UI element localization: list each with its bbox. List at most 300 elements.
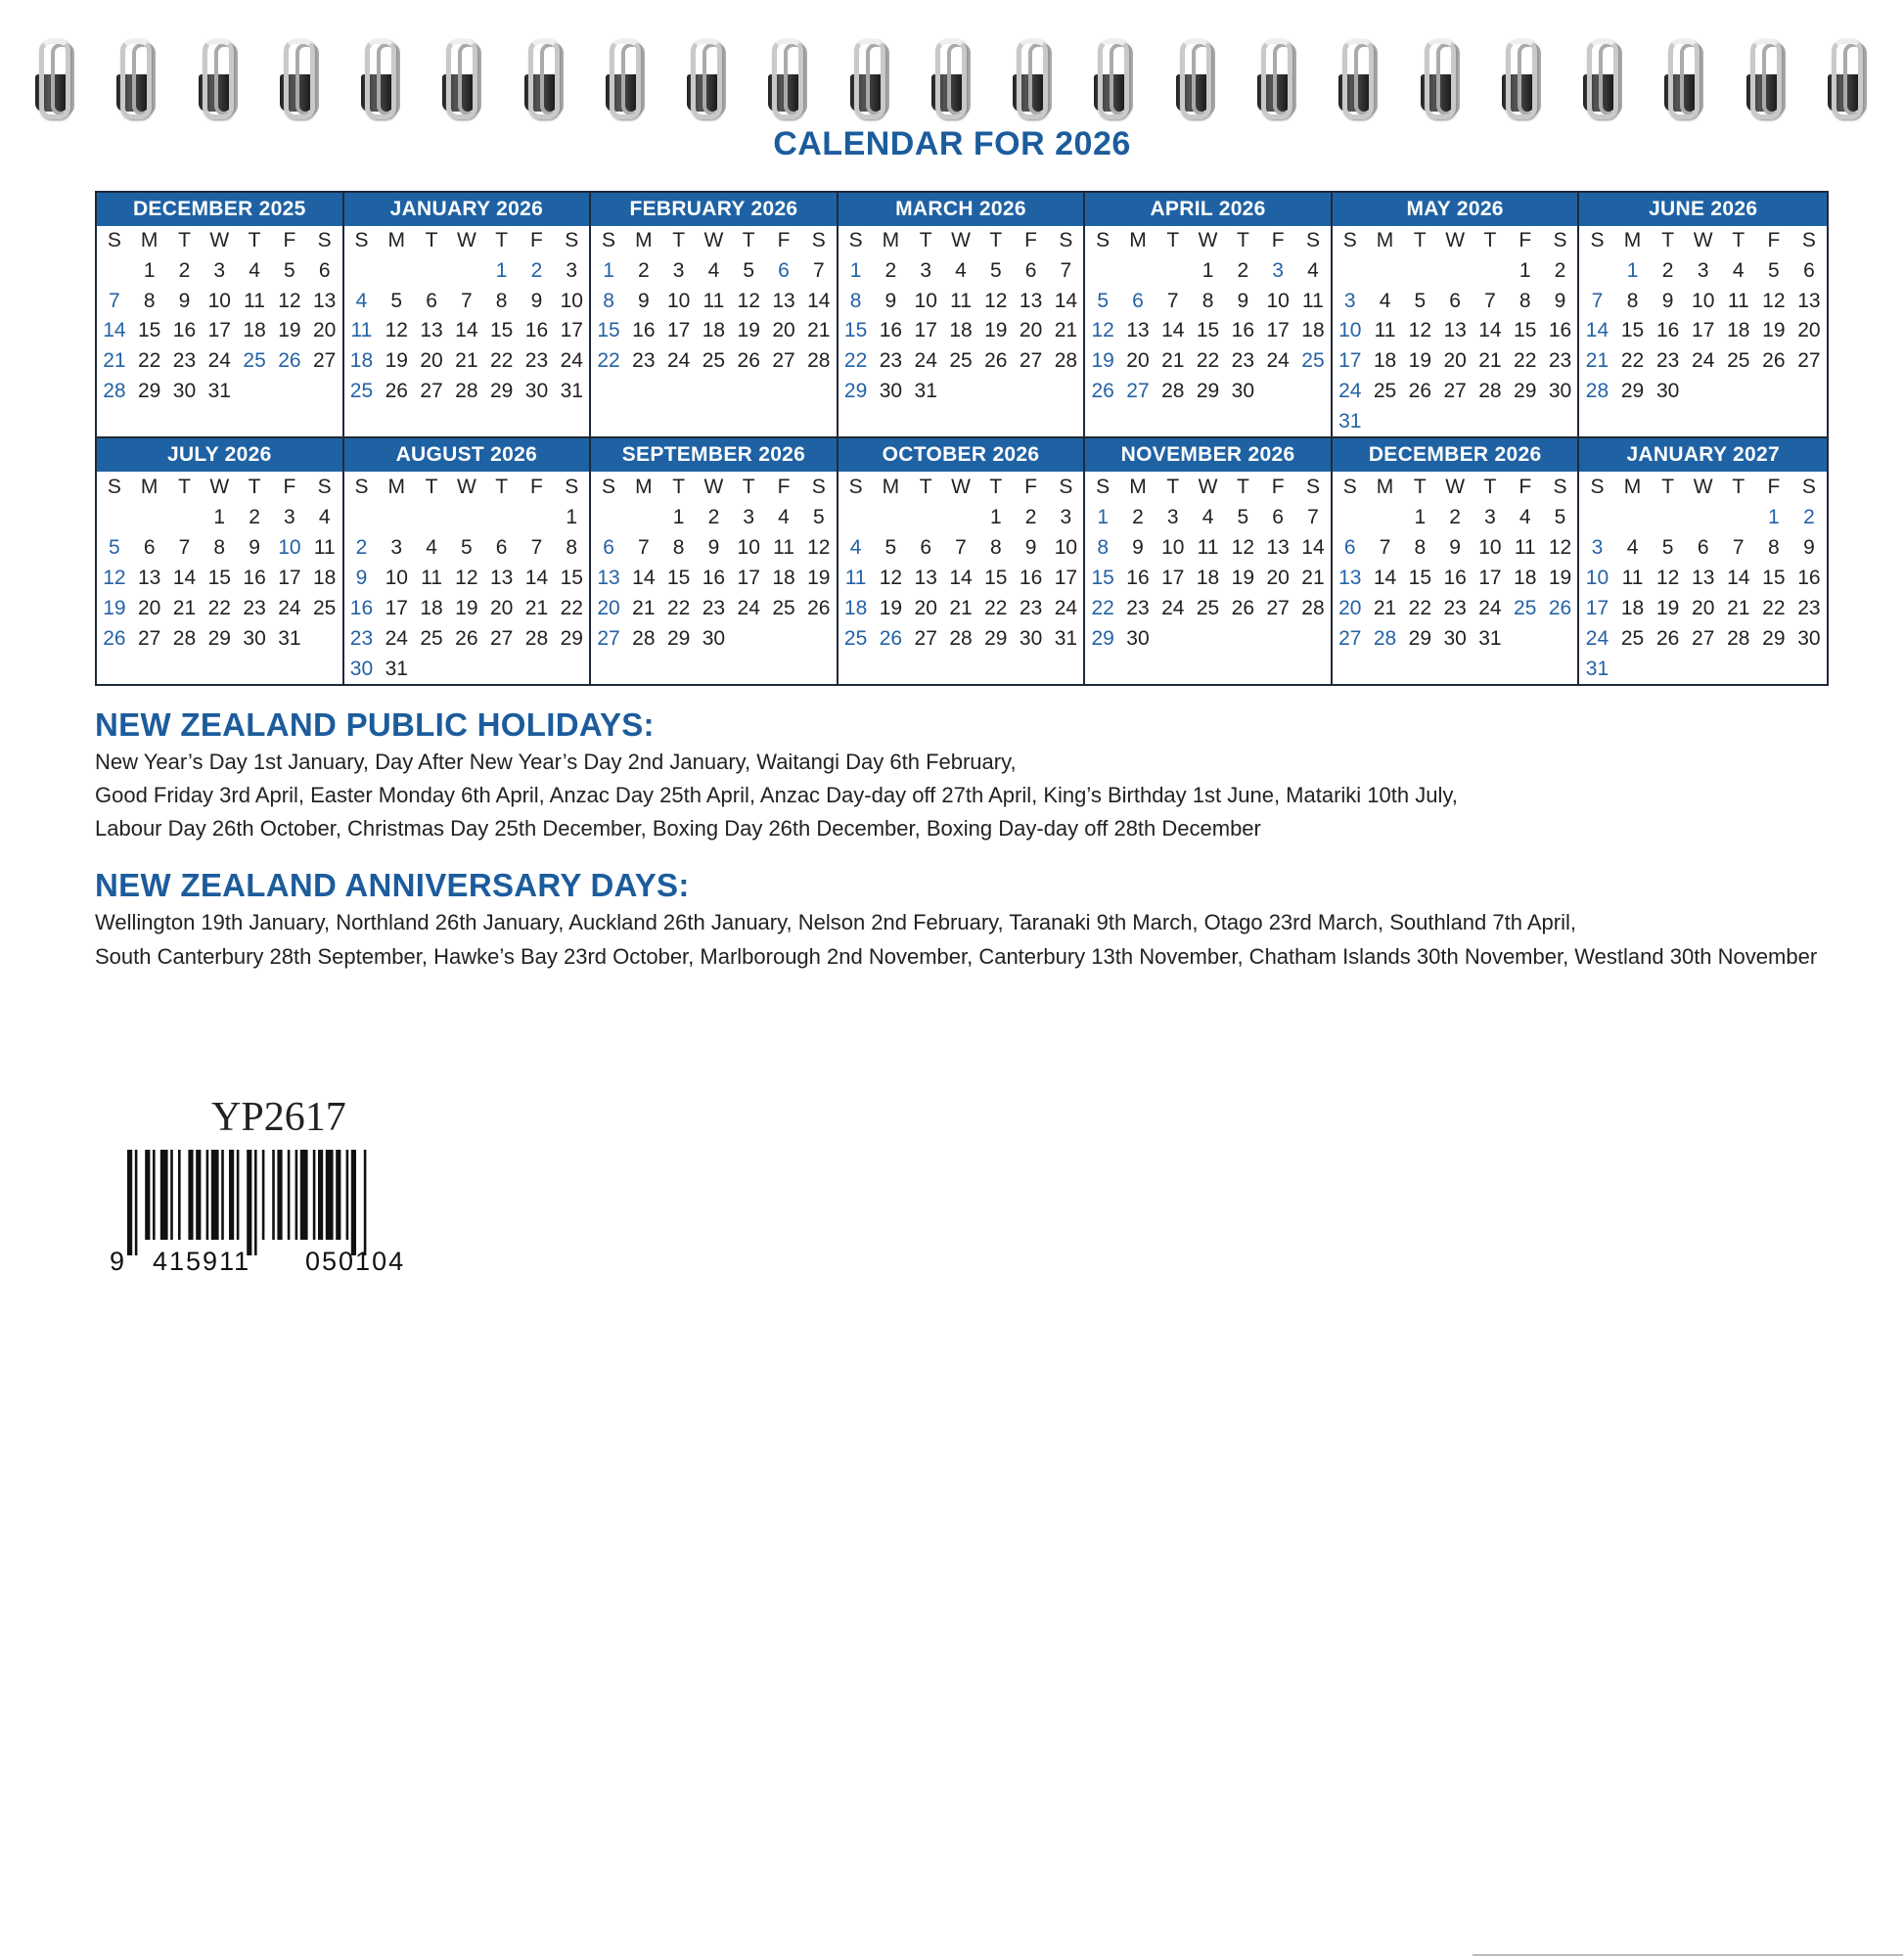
day-cell: 3: [743, 505, 755, 528]
day-cell: 30: [172, 379, 197, 402]
day-cell: 22: [1408, 596, 1432, 619]
day-cell: 9: [637, 289, 650, 312]
empty-day-cell: [202, 654, 237, 684]
day-cell: 10: [1161, 535, 1185, 559]
day-cell: 6: [920, 535, 932, 559]
weekday-label: F: [530, 229, 543, 252]
day-cell: 19: [1408, 349, 1432, 373]
day-cell: 30: [349, 657, 374, 680]
binding-coil: [1658, 37, 1705, 115]
empty-day-cell: [1791, 654, 1827, 684]
month-days-grid: [591, 472, 837, 684]
day-cell: 9: [1661, 289, 1674, 312]
day-cell: 15: [984, 566, 1008, 589]
day-cell: 27: [1126, 379, 1150, 402]
day-cell: 15: [843, 319, 868, 342]
day-cell: 4: [1626, 535, 1639, 559]
empty-day-cell: [874, 654, 909, 684]
day-cell: 26: [984, 349, 1008, 373]
day-cell: 29: [843, 379, 868, 402]
day-cell: 3: [390, 535, 403, 559]
binding-coil: [844, 37, 891, 115]
day-cell: 11: [1197, 535, 1219, 559]
empty-day-cell: [1191, 654, 1226, 684]
empty-day-cell: [132, 502, 167, 532]
day-cell: 28: [1161, 379, 1185, 402]
day-cell: 5: [1768, 259, 1780, 283]
weekday-label: S: [1590, 475, 1605, 498]
day-cell: 15: [207, 566, 231, 589]
day-cell: 19: [879, 596, 903, 619]
empty-day-cell: [1295, 654, 1331, 684]
weekday-label: F: [283, 475, 296, 498]
month-days-grid: [839, 226, 1084, 436]
empty-day-cell: [1437, 256, 1473, 287]
binding-coil: [1822, 37, 1869, 115]
weekday-label: S: [317, 229, 332, 252]
weekday-label: M: [1623, 229, 1642, 252]
empty-day-cell: [520, 406, 555, 436]
weekday-label: F: [1271, 229, 1285, 252]
empty-day-cell: [1295, 623, 1331, 654]
day-cell: 16: [1797, 566, 1821, 589]
empty-day-cell: [626, 654, 661, 684]
barcode-bar: [295, 1150, 298, 1240]
empty-day-cell: [237, 654, 272, 684]
day-cell: 4: [355, 289, 368, 312]
day-cell: 21: [1161, 349, 1185, 373]
day-cell: 21: [1054, 319, 1078, 342]
empty-day-cell: [1048, 406, 1083, 436]
day-cell: 7: [812, 259, 825, 283]
empty-day-cell: [520, 654, 555, 684]
empty-day-cell: [1473, 256, 1508, 287]
day-cell: 14: [103, 319, 126, 342]
day-cell: 17: [1266, 319, 1290, 342]
day-cell: 31: [914, 379, 937, 402]
day-cell: 14: [524, 566, 549, 589]
empty-day-cell: [1721, 502, 1756, 532]
day-cell: 12: [984, 289, 1008, 312]
weekday-label: W: [456, 475, 476, 498]
day-cell: 13: [597, 566, 620, 589]
day-cell: 14: [1478, 319, 1502, 342]
empty-day-cell: [1651, 406, 1686, 436]
empty-day-cell: [731, 623, 766, 654]
empty-day-cell: [554, 406, 589, 436]
day-cell: 28: [455, 379, 478, 402]
day-cell: 27: [138, 626, 161, 650]
barcode-image: [123, 1150, 434, 1255]
day-cell: 10: [1478, 535, 1502, 559]
empty-day-cell: [1756, 377, 1791, 407]
day-cell: 25: [949, 349, 973, 373]
day-cell: 24: [207, 349, 231, 373]
month-title: JUNE 2026: [1579, 193, 1827, 226]
day-cell: 25: [1514, 596, 1537, 619]
empty-day-cell: [1508, 406, 1543, 436]
empty-day-cell: [1333, 654, 1368, 684]
month-block: [1579, 193, 1827, 438]
empty-day-cell: [801, 406, 837, 436]
weekday-label: S: [354, 229, 369, 252]
empty-day-cell: [97, 256, 132, 287]
empty-day-cell: [943, 377, 978, 407]
month-days-grid: [1085, 226, 1331, 436]
month-title: FEBRUARY 2026: [591, 193, 837, 226]
weekday-label: T: [248, 229, 261, 252]
day-cell: 30: [879, 379, 903, 402]
empty-day-cell: [1368, 256, 1403, 287]
barcode-bar: [170, 1150, 173, 1240]
day-cell: 29: [1762, 626, 1786, 650]
binding-coil: [355, 37, 402, 115]
day-cell: 6: [1697, 535, 1709, 559]
empty-day-cell: [1756, 406, 1791, 436]
weekday-label: T: [425, 475, 438, 498]
day-cell: 27: [1797, 349, 1821, 373]
day-cell: 1: [849, 259, 862, 283]
day-cell: 5: [1097, 289, 1110, 312]
public-holidays-line: New Year’s Day 1st January, Day After New Year’s Day 2nd January, Waitangi Day 6th February,: [95, 750, 1017, 774]
month-block: [1085, 193, 1333, 438]
weekday-label: M: [635, 229, 653, 252]
day-cell: 4: [707, 259, 720, 283]
barcode-bar: [153, 1150, 156, 1240]
empty-day-cell: [1579, 256, 1614, 287]
weekday-label: S: [107, 475, 121, 498]
day-cell: 13: [138, 566, 161, 589]
day-cell: 10: [1585, 566, 1609, 589]
day-cell: 18: [1301, 319, 1325, 342]
day-cell: 18: [312, 566, 337, 589]
weekday-label: W: [209, 229, 230, 252]
day-cell: 22: [1762, 596, 1786, 619]
empty-day-cell: [520, 502, 555, 532]
day-cell: 20: [1797, 319, 1821, 342]
month-block: [1085, 438, 1333, 684]
barcode-bar: [188, 1150, 193, 1240]
day-cell: 9: [707, 535, 720, 559]
day-cell: 23: [1126, 596, 1150, 619]
day-cell: 2: [1132, 505, 1144, 528]
empty-day-cell: [1686, 654, 1721, 684]
day-cell: 19: [1231, 566, 1255, 589]
weekday-label: S: [1305, 229, 1320, 252]
day-cell: 14: [807, 289, 831, 312]
day-cell: 24: [1338, 379, 1362, 402]
day-cell: 19: [1762, 319, 1786, 342]
day-cell: 1: [1626, 259, 1639, 283]
day-cell: 24: [1054, 596, 1078, 619]
empty-day-cell: [1615, 502, 1651, 532]
empty-day-cell: [97, 502, 132, 532]
day-cell: 31: [1585, 657, 1609, 680]
empty-day-cell: [167, 406, 203, 436]
day-cell: 15: [1620, 319, 1645, 342]
day-cell: 15: [666, 566, 691, 589]
weekday-label: M: [387, 229, 405, 252]
barcode-bar: [364, 1150, 367, 1255]
day-cell: 21: [1373, 596, 1397, 619]
weekday-label: M: [882, 475, 900, 498]
day-cell: 22: [207, 596, 231, 619]
day-cell: 15: [597, 319, 620, 342]
day-cell: 23: [1231, 349, 1255, 373]
weekday-label: T: [1166, 229, 1180, 252]
day-cell: 29: [1196, 379, 1220, 402]
day-cell: 28: [949, 626, 973, 650]
day-cell: 7: [637, 535, 650, 559]
barcode-right-group: 050104: [305, 1247, 406, 1276]
day-cell: 19: [1655, 596, 1680, 619]
empty-day-cell: [1085, 406, 1120, 436]
day-cell: 27: [1692, 626, 1715, 650]
empty-day-cell: [1437, 406, 1473, 436]
empty-day-cell: [591, 406, 626, 436]
day-cell: 19: [984, 319, 1008, 342]
day-cell: 31: [560, 379, 583, 402]
weekday-label: S: [1096, 475, 1111, 498]
weekday-label: W: [1693, 475, 1713, 498]
empty-day-cell: [97, 406, 132, 436]
month-block: [839, 193, 1086, 438]
weekday-label: M: [1129, 229, 1147, 252]
day-cell: 11: [421, 566, 442, 589]
day-cell: 5: [109, 535, 120, 559]
day-cell: 8: [989, 535, 1002, 559]
barcode-bar: [211, 1150, 219, 1240]
day-cell: 25: [349, 379, 374, 402]
day-cell: 19: [737, 319, 760, 342]
month-days-grid: [1333, 472, 1578, 684]
barcode-bar: [313, 1150, 316, 1240]
day-cell: 16: [349, 596, 374, 619]
weekday-label: S: [354, 475, 369, 498]
empty-day-cell: [874, 502, 909, 532]
day-cell: 9: [1024, 535, 1037, 559]
weekday-label: T: [989, 229, 1003, 252]
empty-day-cell: [1260, 654, 1295, 684]
empty-day-cell: [1651, 654, 1686, 684]
barcode-bar: [351, 1150, 356, 1255]
weekday-label: W: [456, 229, 476, 252]
month-title: SEPTEMBER 2026: [591, 438, 837, 472]
day-cell: 2: [1661, 259, 1674, 283]
weekday-label: W: [951, 229, 971, 252]
day-cell: 3: [920, 259, 932, 283]
barcode-bar: [288, 1150, 291, 1240]
empty-day-cell: [731, 654, 766, 684]
product-code: YP2617: [211, 1095, 346, 1140]
weekday-label: M: [1623, 475, 1642, 498]
empty-day-cell: [414, 502, 449, 532]
day-cell: 11: [1727, 289, 1749, 312]
day-cell: 21: [1727, 596, 1750, 619]
day-cell: 2: [530, 259, 543, 283]
day-cell: 16: [1019, 566, 1043, 589]
day-cell: 22: [1091, 596, 1114, 619]
day-cell: 21: [1478, 349, 1502, 373]
day-cell: 9: [884, 289, 897, 312]
day-cell: 5: [884, 535, 897, 559]
empty-day-cell: [1473, 654, 1508, 684]
day-cell: 9: [355, 566, 368, 589]
day-cell: 29: [138, 379, 161, 402]
barcode-bar: [346, 1150, 349, 1240]
day-cell: 26: [103, 626, 126, 650]
empty-day-cell: [1014, 406, 1049, 436]
day-cell: 22: [560, 596, 583, 619]
day-cell: 16: [524, 319, 549, 342]
day-cell: 30: [1231, 379, 1255, 402]
day-cell: 14: [1727, 566, 1750, 589]
day-cell: 18: [1514, 566, 1537, 589]
day-cell: 25: [243, 349, 266, 373]
day-cell: 17: [560, 319, 583, 342]
empty-day-cell: [132, 406, 167, 436]
day-cell: 2: [1024, 505, 1037, 528]
day-cell: 23: [1797, 596, 1821, 619]
day-cell: 28: [1054, 349, 1078, 373]
empty-day-cell: [661, 377, 697, 407]
weekday-label: F: [777, 229, 791, 252]
binding-coil: [681, 37, 728, 115]
day-cell: 12: [103, 566, 126, 589]
empty-day-cell: [414, 654, 449, 684]
calendar-title: CALENDAR FOR 2026: [773, 125, 1131, 162]
day-cell: 26: [455, 626, 478, 650]
day-cell: 23: [879, 349, 903, 373]
day-cell: 1: [566, 505, 578, 528]
day-cell: 2: [1554, 259, 1566, 283]
empty-day-cell: [554, 654, 589, 684]
day-cell: 10: [666, 289, 691, 312]
day-cell: 24: [1266, 349, 1290, 373]
day-cell: 11: [313, 535, 336, 559]
day-cell: 2: [1803, 505, 1815, 528]
empty-day-cell: [1156, 406, 1191, 436]
day-cell: 11: [244, 289, 265, 312]
day-cell: 28: [1478, 379, 1502, 402]
month-block: [591, 438, 839, 684]
day-cell: 5: [1414, 289, 1427, 312]
anniversary-days-line: South Canterbury 28th September, Hawke’s Bay 23rd October, Marlborough 2nd November, Canterbury 13th November, Chatham Islands 30th November, Westland 30th November: [95, 944, 1818, 969]
empty-day-cell: [731, 377, 766, 407]
day-cell: 21: [524, 596, 549, 619]
day-cell: 4: [426, 535, 437, 559]
day-cell: 24: [560, 349, 583, 373]
barcode-bar: [254, 1150, 257, 1255]
month-days-grid: [1085, 472, 1331, 684]
weekday-label: T: [1732, 229, 1745, 252]
weekday-label: T: [1166, 475, 1180, 498]
day-cell: 27: [420, 379, 443, 402]
day-cell: 17: [737, 566, 760, 589]
empty-day-cell: [874, 406, 909, 436]
day-cell: 27: [597, 626, 620, 650]
day-cell: 10: [914, 289, 937, 312]
weekday-label: T: [1413, 229, 1427, 252]
day-cell: 14: [1054, 289, 1078, 312]
empty-day-cell: [414, 256, 449, 287]
binding-coil: [274, 37, 321, 115]
empty-day-cell: [1333, 256, 1368, 287]
empty-day-cell: [449, 406, 484, 436]
day-cell: 9: [1132, 535, 1144, 559]
empty-day-cell: [1260, 406, 1295, 436]
day-cell: 28: [1301, 596, 1325, 619]
day-cell: 10: [1338, 319, 1362, 342]
empty-day-cell: [379, 256, 414, 287]
day-cell: 26: [737, 349, 760, 373]
day-cell: 15: [1514, 319, 1537, 342]
empty-day-cell: [272, 406, 307, 436]
day-cell: 3: [1166, 505, 1179, 528]
day-cell: 18: [702, 319, 726, 342]
weekday-label: M: [140, 229, 159, 252]
weekday-label: S: [602, 475, 616, 498]
month-block: [344, 438, 592, 684]
day-cell: 1: [495, 259, 508, 283]
weekday-label: T: [1661, 229, 1675, 252]
empty-day-cell: [1473, 406, 1508, 436]
day-cell: 22: [984, 596, 1008, 619]
empty-day-cell: [1156, 256, 1191, 287]
day-cell: 9: [530, 289, 543, 312]
month-title: DECEMBER 2025: [97, 193, 342, 226]
day-cell: 1: [213, 505, 226, 528]
weekday-label: W: [1198, 229, 1218, 252]
day-cell: 8: [1768, 535, 1780, 559]
day-cell: 11: [1374, 319, 1396, 342]
empty-day-cell: [1791, 406, 1827, 436]
day-cell: 3: [213, 259, 226, 283]
day-cell: 15: [1762, 566, 1786, 589]
weekday-label: T: [1236, 475, 1249, 498]
day-cell: 29: [984, 626, 1008, 650]
empty-day-cell: [132, 654, 167, 684]
day-cell: 3: [672, 259, 685, 283]
day-cell: 11: [773, 535, 794, 559]
month-title: DECEMBER 2026: [1333, 438, 1578, 472]
day-cell: 25: [1301, 349, 1325, 373]
day-cell: 6: [1803, 259, 1815, 283]
day-cell: 31: [278, 626, 301, 650]
month-title: OCTOBER 2026: [839, 438, 1084, 472]
day-cell: 6: [495, 535, 508, 559]
day-cell: 9: [1237, 289, 1249, 312]
day-cell: 2: [355, 535, 368, 559]
day-cell: 26: [385, 379, 408, 402]
day-cell: 20: [1338, 596, 1362, 619]
day-cell: 12: [278, 289, 301, 312]
empty-day-cell: [1437, 654, 1473, 684]
day-cell: 10: [737, 535, 760, 559]
day-cell: 16: [1231, 319, 1255, 342]
weekday-label: F: [1519, 475, 1532, 498]
day-cell: 5: [989, 259, 1002, 283]
empty-day-cell: [237, 377, 272, 407]
day-cell: 31: [1054, 626, 1078, 650]
binding-coil: [436, 37, 483, 115]
day-cell: 25: [1196, 596, 1220, 619]
day-cell: 27: [489, 626, 514, 650]
weekday-label: T: [1732, 475, 1745, 498]
empty-day-cell: [626, 377, 661, 407]
month-block: [1579, 438, 1827, 684]
month-days-grid: [97, 226, 342, 436]
